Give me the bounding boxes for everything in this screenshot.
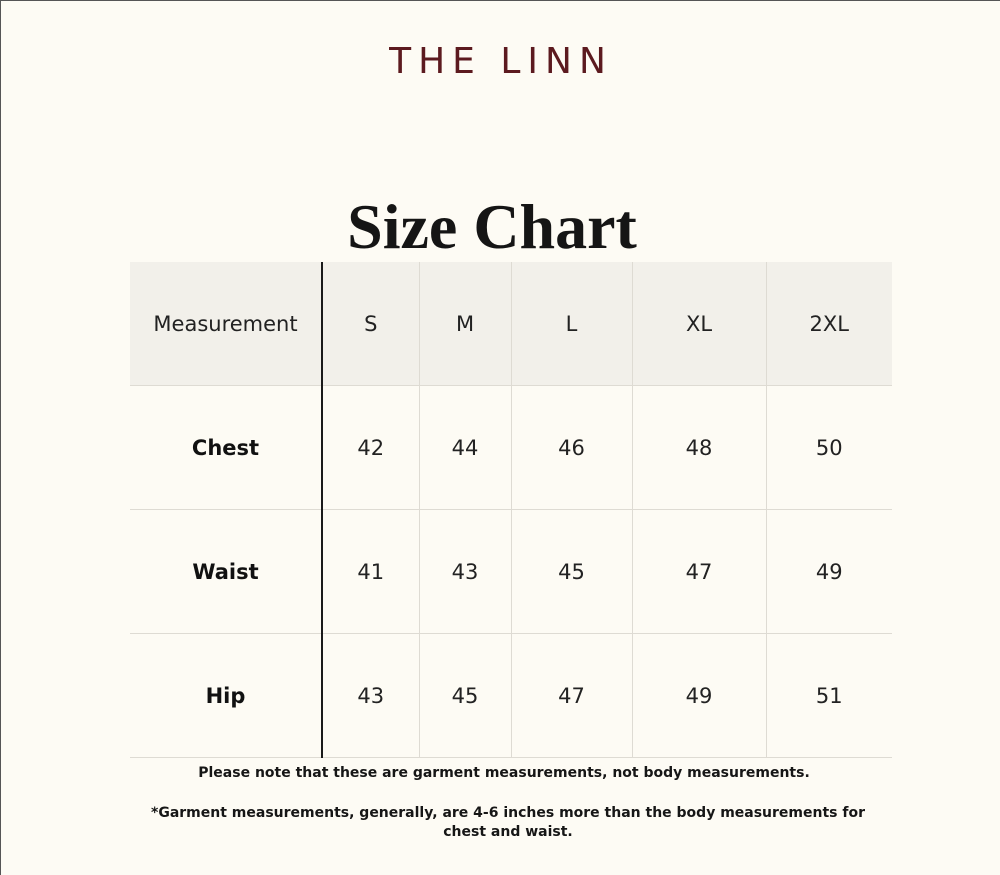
table-cell: 49 [632,634,766,758]
footnote: *Garment measurements, generally, are 4-6 inches more than the body measurements for chest and waist. [151,805,865,840]
table-header-row [130,262,892,386]
page-title: Size Chart [347,191,637,262]
table-cell: 45 [419,634,511,758]
header-size-l: L [511,262,632,386]
table-row [130,510,892,634]
table-cell: 45 [511,510,632,634]
garment-note: Please note that these are garment measurements, not body measurements. [198,765,810,781]
table-cell: 44 [419,386,511,510]
table-cell: 51 [766,634,892,758]
row-label-waist: Waist [130,510,322,634]
header-measurement: Measurement [130,262,322,386]
table-cell: 49 [766,510,892,634]
table-cell: 43 [419,510,511,634]
size-chart-table [130,262,892,758]
table-cell: 42 [322,386,419,510]
table-cell: 41 [322,510,419,634]
table-cell: 50 [766,386,892,510]
header-size-s: S [322,262,419,386]
table-cell: 43 [322,634,419,758]
table-cell: 47 [511,634,632,758]
row-label-chest: Chest [130,386,322,510]
table-cell: 46 [511,386,632,510]
table-cell: 48 [632,386,766,510]
header-size-2xl: 2XL [766,262,892,386]
brand-logo: THE LINN [389,41,613,82]
table-row [130,386,892,510]
table-row [130,634,892,758]
header-size-xl: XL [632,262,766,386]
table-cell: 47 [632,510,766,634]
row-label-hip: Hip [130,634,322,758]
header-size-m: M [419,262,511,386]
